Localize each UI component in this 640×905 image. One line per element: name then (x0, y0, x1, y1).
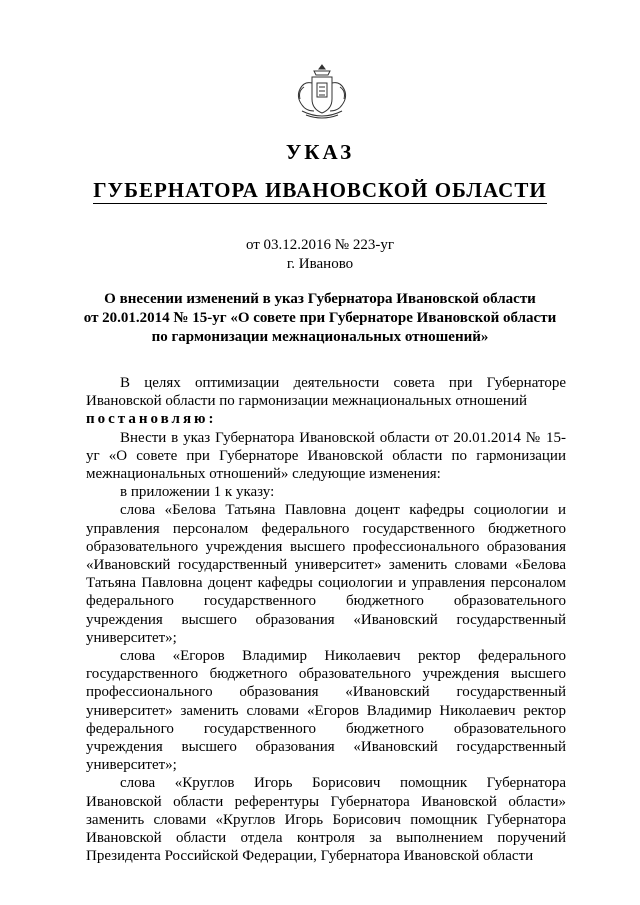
decree-word (86, 410, 566, 428)
coat-of-arms-icon (290, 63, 354, 123)
subject-line-1: О внесении изменений в указ Губернатора Ивановской области (104, 291, 536, 307)
subject-line-2: от 20.01.2014 № 15-уг «О совете при Губернаторе Ивановской области (83, 310, 557, 326)
city: г. Иваново (286, 256, 354, 272)
issuer-title (0, 178, 640, 203)
paragraph-belova: слова «Белова Татьяна Павловна доцент кафедры социологии и управления персоналом федерального государственного бюджетного образовательного учреждения высшего профессионального образования «Ивановский государственный университет» заменить словами «Белова Татьяна Павловна доцент кафедры социологии и управления персоналом федерального государственного бюджетного образовательного учреждения высшего образования «Ивановский государственный университет»; (86, 502, 566, 646)
paragraph-preamble: В целях оптимизации деятельности совета при Губернаторе Ивановской области по гармонизации межнациональных отношений (86, 375, 566, 410)
document-title: УКАЗ (285, 140, 355, 164)
subject-heading (60, 290, 580, 347)
issuer-title-text: ГУБЕРНАТОРА ИВАНОВСКОЙ ОБЛАСТИ (93, 178, 547, 202)
subject-line-3: по гармонизации межнациональных отношений» (151, 329, 489, 345)
paragraph-amend: Внести в указ Губернатора Ивановской области от 20.01.2014 № 15-уг «О совете при Губернаторе Ивановской области по гармонизации межнациональных отношений» следующие изменения: (86, 429, 566, 483)
date-number: от 03.12.2016 № 223-уг (245, 237, 395, 253)
decree-word-text: постановляю: (86, 411, 217, 428)
paragraph-kruglov: слова «Круглов Игорь Борисович помощник Губернатора Ивановской области референтуры Губернатора Ивановской области» заменить словами «Круглов Игорь Борисович помощник Губернатора Ивановской области отдела контроля за выполнением поручений Президента Российской Федерации, Губернатора Ивановской области (86, 775, 566, 865)
paragraph-egorov: слова «Егоров Владимир Николаевич ректор федерального государственного бюджетного образовательного учреждения высшего профессионального образования «Ивановский государственный университет» заменить словами «Егоров Владимир Николаевич ректор федерального государственного бюджетного образовательного учреждения высшего образования «Ивановский государственный университет»; (86, 648, 566, 774)
paragraph-appendix: в приложении 1 к указу: (120, 484, 275, 501)
document-body (86, 374, 566, 865)
